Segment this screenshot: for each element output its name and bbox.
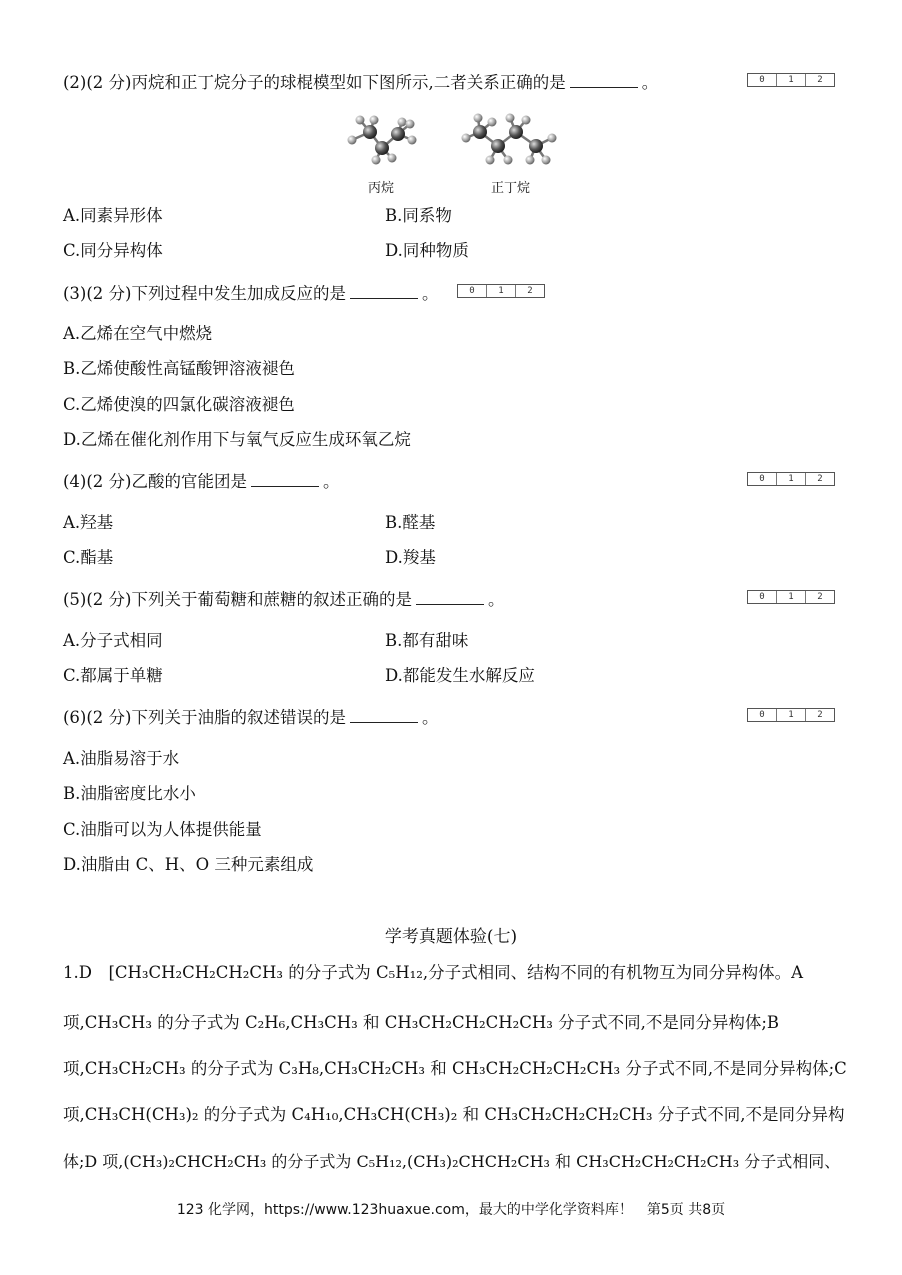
option-d: D.同种物质: [385, 241, 469, 260]
score-box[interactable]: 0 1 2: [747, 708, 835, 722]
option-b: B.醛基: [385, 513, 436, 532]
option-a: A.羟基: [63, 513, 114, 532]
question-3-stem: (3)(2 分)下列过程中发生加成反应的是 。: [63, 284, 439, 303]
option-a: A.油脂易溶于水: [63, 749, 180, 768]
butane-model: [462, 114, 557, 165]
option-b: B.乙烯使酸性高锰酸钾溶液褪色: [63, 359, 295, 378]
propane-model: [348, 116, 417, 165]
option-d: D.都能发生水解反应: [385, 666, 535, 685]
question-6-stem: (6)(2 分)下列关于油脂的叙述错误的是 。: [63, 708, 439, 727]
ball-stick-models: [340, 110, 570, 172]
option-b: B.油脂密度比水小: [63, 784, 196, 803]
answer-line: 项,CH₃CH(CH₃)₂ 的分子式为 C₄H₁₀,CH₃CH(CH₃)₂ 和 CH₃CH₂CH₂CH₂CH₃ 分子式不同,不是同分异构: [63, 1105, 845, 1124]
score-box[interactable]: 0 1 2: [457, 284, 545, 298]
answer-line: 体;D 项,(CH₃)₂CHCH₂CH₃ 的分子式为 C₅H₁₂,(CH₃)₂CHCH₂CH₃ 和 CH₃CH₂CH₂CH₂CH₃ 分子式相同、: [63, 1152, 841, 1171]
question-2-stem: (2)(2 分)丙烷和正丁烷分子的球棍模型如下图所示,二者关系正确的是 。: [63, 73, 659, 92]
option-b: B.都有甜味: [385, 631, 469, 650]
answer-blank[interactable]: [416, 590, 484, 605]
option-c: C.同分异构体: [63, 241, 163, 260]
option-a: A.分子式相同: [63, 631, 163, 650]
score-box[interactable]: 0 1 2: [747, 472, 835, 486]
page-footer: 123 化学网，https://www.123huaxue.com，最大的中学化学资料库！ 第5页 共8页: [176, 1202, 726, 1218]
answer-line: 项,CH₃CH₂CH₃ 的分子式为 C₃H₈,CH₃CH₂CH₃ 和 CH₃CH₂CH₂CH₂CH₃ 分子式不同,不是同分异构体;C: [63, 1059, 847, 1078]
option-d: D.乙烯在催化剂作用下与氧气反应生成环氧乙烷: [63, 430, 411, 449]
answer-line: 项,CH₃CH₃ 的分子式为 C₂H₆,CH₃CH₃ 和 CH₃CH₂CH₂CH₂CH₃ 分子式不同,不是同分异构体;B: [63, 1013, 780, 1032]
question-5-stem: (5)(2 分)下列关于葡萄糖和蔗糖的叙述正确的是 。: [63, 590, 505, 609]
option-d: D.羧基: [385, 548, 436, 567]
option-b: B.同系物: [385, 206, 452, 225]
answer-blank[interactable]: [350, 708, 418, 723]
question-4-stem: (4)(2 分)乙酸的官能团是 。: [63, 472, 340, 491]
score-box[interactable]: 0 1 2: [747, 73, 835, 87]
answer-line: 1.D [CH₃CH₂CH₂CH₂CH₃ 的分子式为 C₅H₁₂,分子式相同、结构不同的有机物互为同分异构体。A: [63, 963, 804, 982]
section-title: 学考真题体验(七): [384, 927, 518, 947]
option-c: C.酯基: [63, 548, 114, 567]
option-c: C.乙烯使溴的四氯化碳溶液褪色: [63, 395, 295, 414]
butane-label: 正丁烷: [491, 181, 531, 196]
answer-blank[interactable]: [251, 472, 319, 487]
option-c: C.油脂可以为人体提供能量: [63, 820, 262, 839]
option-a: A.乙烯在空气中燃烧: [63, 324, 213, 343]
propane-label: 丙烷: [368, 181, 395, 196]
score-box[interactable]: 0 1 2: [747, 590, 835, 604]
option-a: A.同素异形体: [63, 206, 163, 225]
option-d: D.油脂由 C、H、O 三种元素组成: [63, 855, 314, 874]
answer-blank[interactable]: [350, 284, 418, 299]
answer-blank[interactable]: [570, 73, 638, 88]
option-c: C.都属于单糖: [63, 666, 163, 685]
